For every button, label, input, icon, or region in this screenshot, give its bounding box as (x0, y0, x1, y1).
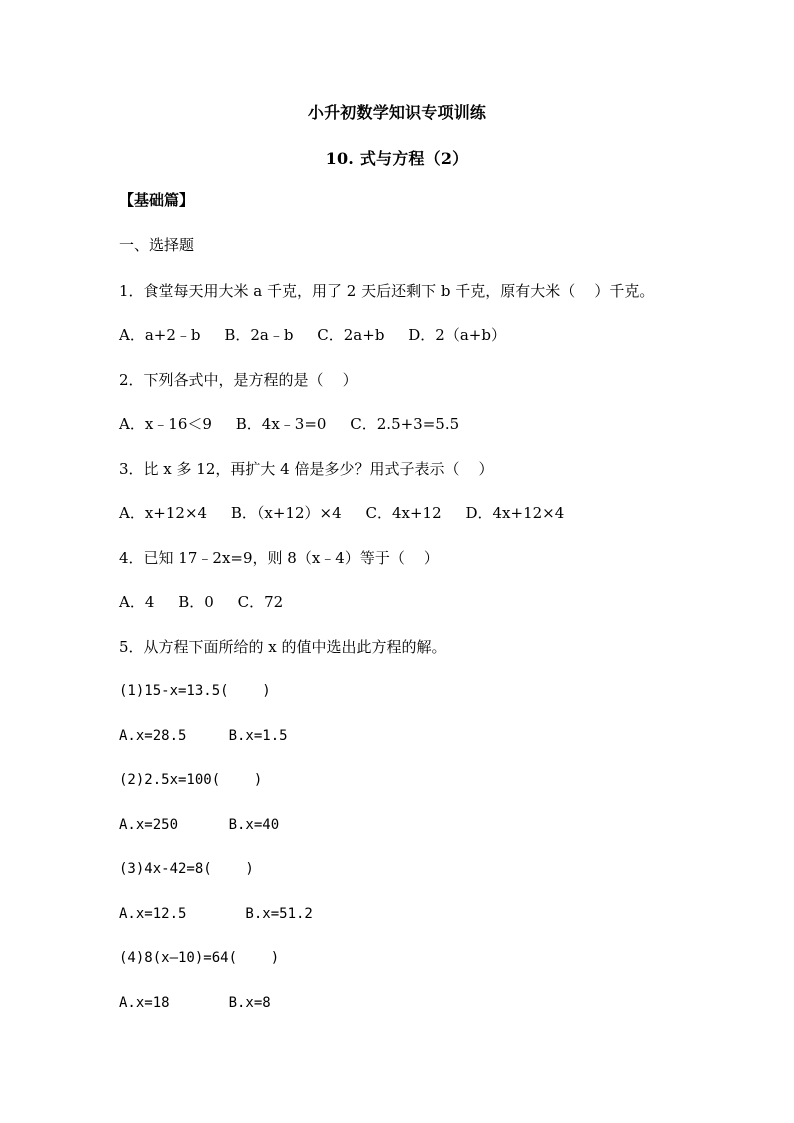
document-subtitle: 10. 式与方程（2） (325, 149, 469, 168)
question-3-options: A．x+12×4 B．（x+12）×4 C．4x+12 D．4x+12×4 (119, 504, 565, 522)
question-1: 1．食堂每天用大米 a 千克，用了 2 天后还剩下 b 千克，原有大米（ ）千克。 (119, 282, 655, 300)
question-5-part-4-options: A.x=18 B.x=8 (119, 995, 271, 1011)
question-5-part-1-options: A.x=28.5 B.x=1.5 (119, 728, 288, 744)
section-heading: 【基础篇】 (119, 191, 195, 209)
question-1-options: A．a+2﹣b B．2a﹣b C．2a+b D．2（a+b） (119, 326, 506, 344)
question-4-options: A．4 B．0 C．72 (119, 593, 284, 611)
question-4: 4．已知 17﹣2x=9，则 8（x﹣4）等于（ ） (119, 549, 439, 567)
question-2: 2．下列各式中，是方程的是（ ） (119, 371, 358, 389)
question-5-part-2-options: A.x=250 B.x=40 (119, 817, 280, 833)
document-title: 小升初数学知识专项训练 (307, 103, 487, 122)
part-heading: 一、选择题 (119, 236, 195, 254)
question-5-part-2: (2)2.5x=100( ) (119, 772, 263, 788)
question-5-part-1: (1)15-x=13.5( ) (119, 683, 271, 699)
question-5-part-3-options: A.x=12.5 B.x=51.2 (119, 906, 313, 922)
question-2-options: A．x﹣16＜9 B．4x﹣3=0 C．2.5+3=5.5 (119, 415, 460, 433)
question-5-part-4: (4)8(x—10)=64( ) (119, 950, 280, 966)
question-5: 5．从方程下面所给的 x 的值中选出此方程的解。 (119, 638, 447, 656)
question-5-part-3: (3)4x-42=8( ) (119, 861, 254, 877)
question-3: 3．比 x 多 12，再扩大 4 倍是多少？用式子表示（ ） (119, 460, 494, 478)
